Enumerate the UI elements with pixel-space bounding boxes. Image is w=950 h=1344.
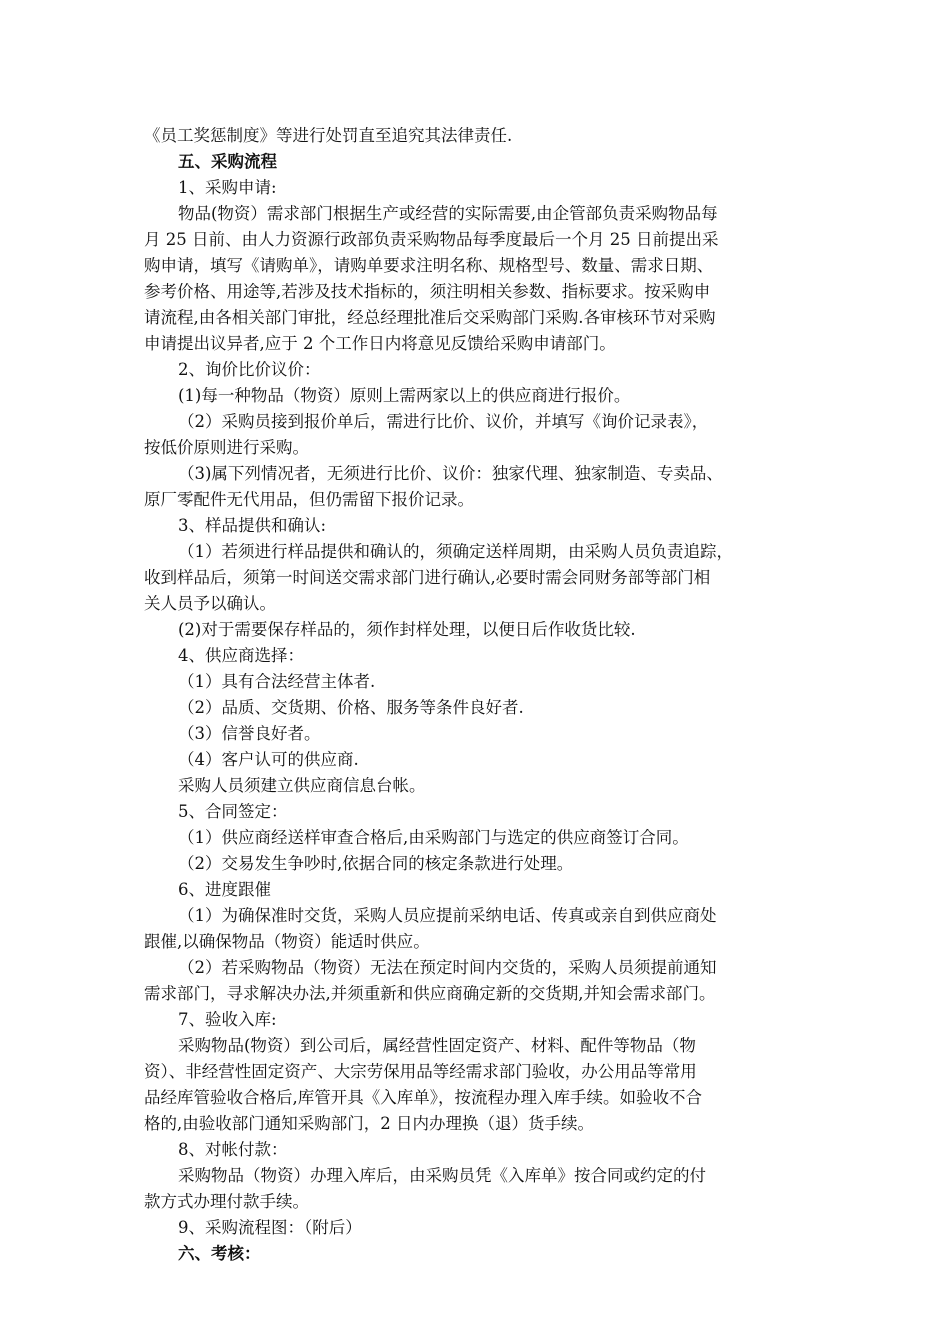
text-line: 采购物品（物资）办理入库后，由采购员凭《入库单》按合同或约定的付 — [178, 1166, 706, 1185]
text-line: (1)每一种物品（物资）原则上需两家以上的供应商进行报价。 — [178, 386, 631, 405]
text-line: （3）信誉良好者。 — [178, 724, 321, 743]
text-line: 按低价原则进行采购。 — [144, 438, 309, 457]
text-line: (2)对于需要保存样品的，须作封样处理，以便日后作收货比较. — [178, 620, 636, 639]
text-line: 申请提出议异者,应于 2 个工作日内将意见反馈给采购申请部门。 — [144, 334, 616, 353]
text-line: 1、采购申请: — [178, 178, 277, 197]
text-line: （1）为确保准时交货，采购人员应提前采纳电话、传真或亲自到供应商处 — [178, 906, 717, 925]
text-line: 跟催,以确保物品（物资）能适时供应。 — [144, 932, 430, 951]
text-line: 购申请，填写《请购单》，请购单要求注明名称、规格型号、数量、需求日期、 — [144, 256, 714, 275]
text-line: 款方式办理付款手续。 — [144, 1192, 309, 1211]
text-line: （3)属下列情况者，无须进行比价、议价：独家代理、独家制造、专卖品、 — [178, 464, 723, 483]
text-line: 关人员予以确认。 — [144, 594, 276, 613]
text-line: 7、验收入库: — [178, 1010, 277, 1029]
text-line: （2）若采购物品（物资）无法在预定时间内交货的，采购人员须提前通知 — [178, 958, 717, 977]
text-line: 参考价格、用途等,若涉及技术指标的，须注明相关参数、指标要求。按采购申 — [144, 282, 711, 301]
document-page — [144, 123, 824, 1267]
text-line: 6、进度跟催 — [178, 880, 271, 899]
text-line: 需求部门，寻求解决办法,并须重新和供应商确定新的交货期,并知会需求部门。 — [144, 984, 716, 1003]
section-heading: 五、采购流程 — [178, 152, 277, 171]
text-line: 格的,由验收部门通知采购部门，2 日内办理换（退）货手续。 — [144, 1114, 594, 1133]
section-heading: 六、考核： — [178, 1244, 261, 1263]
text-line: 资）、非经营性固定资产、大宗劳保用品等经需求部门验收，办公用品等常用 — [144, 1062, 697, 1081]
text-line: 月 25 日前、由人力资源行政部负责采购物品每季度最后一个月 25 日前提出采 — [144, 230, 719, 249]
text-line: 采购人员须建立供应商信息台帐。 — [178, 776, 426, 795]
text-line: 8、对帐付款： — [178, 1140, 288, 1159]
text-line: （1）供应商经送样审查合格后,由采购部门与选定的供应商签订合同。 — [178, 828, 689, 847]
text-line: 物品(物资）需求部门根据生产或经营的实际需要,由企管部负责采购物品每 — [178, 204, 718, 223]
text-line: （4）客户认可的供应商. — [178, 750, 359, 769]
text-line: （2）采购员接到报价单后，需进行比价、议价，并填写《询价记录表》， — [178, 412, 709, 431]
text-line: 《员工奖惩制度》等进行处罚直至追究其法律责任. — [144, 126, 513, 145]
text-line: 请流程,由各相关部门审批，经总经理批准后交采购部门采购.各审核环节对采购 — [144, 308, 716, 327]
text-line: 原厂零配件无代用品，但仍需留下报价记录。 — [144, 490, 474, 509]
text-line: （2）交易发生争吵时,依据合同的核定条款进行处理。 — [178, 854, 574, 873]
text-line: （1）若须进行样品提供和确认的，须确定送样周期，由采购人员负责追踪， — [178, 542, 733, 561]
text-line: 收到样品后，须第一时间送交需求部门进行确认,必要时需会同财务部等部门相 — [144, 568, 711, 587]
text-line: （2）品质、交货期、价格、服务等条件良好者. — [178, 698, 524, 717]
text-line: 品经库管验收合格后,库管开具《入库单》，按流程办理入库手续。如验收不合 — [144, 1088, 702, 1107]
text-line: 4、供应商选择： — [178, 646, 304, 665]
text-line: 5、合同签定： — [178, 802, 288, 821]
text-line: 3、样品提供和确认: — [178, 516, 327, 535]
text-line: 9、采购流程图：（附后） — [178, 1218, 362, 1237]
text-line: 采购物品(物资）到公司后，属经营性固定资产、材料、配件等物品（物 — [178, 1036, 696, 1055]
text-line: （1）具有合法经营主体者. — [178, 672, 376, 691]
text-line: 2、询价比价议价： — [178, 360, 321, 379]
